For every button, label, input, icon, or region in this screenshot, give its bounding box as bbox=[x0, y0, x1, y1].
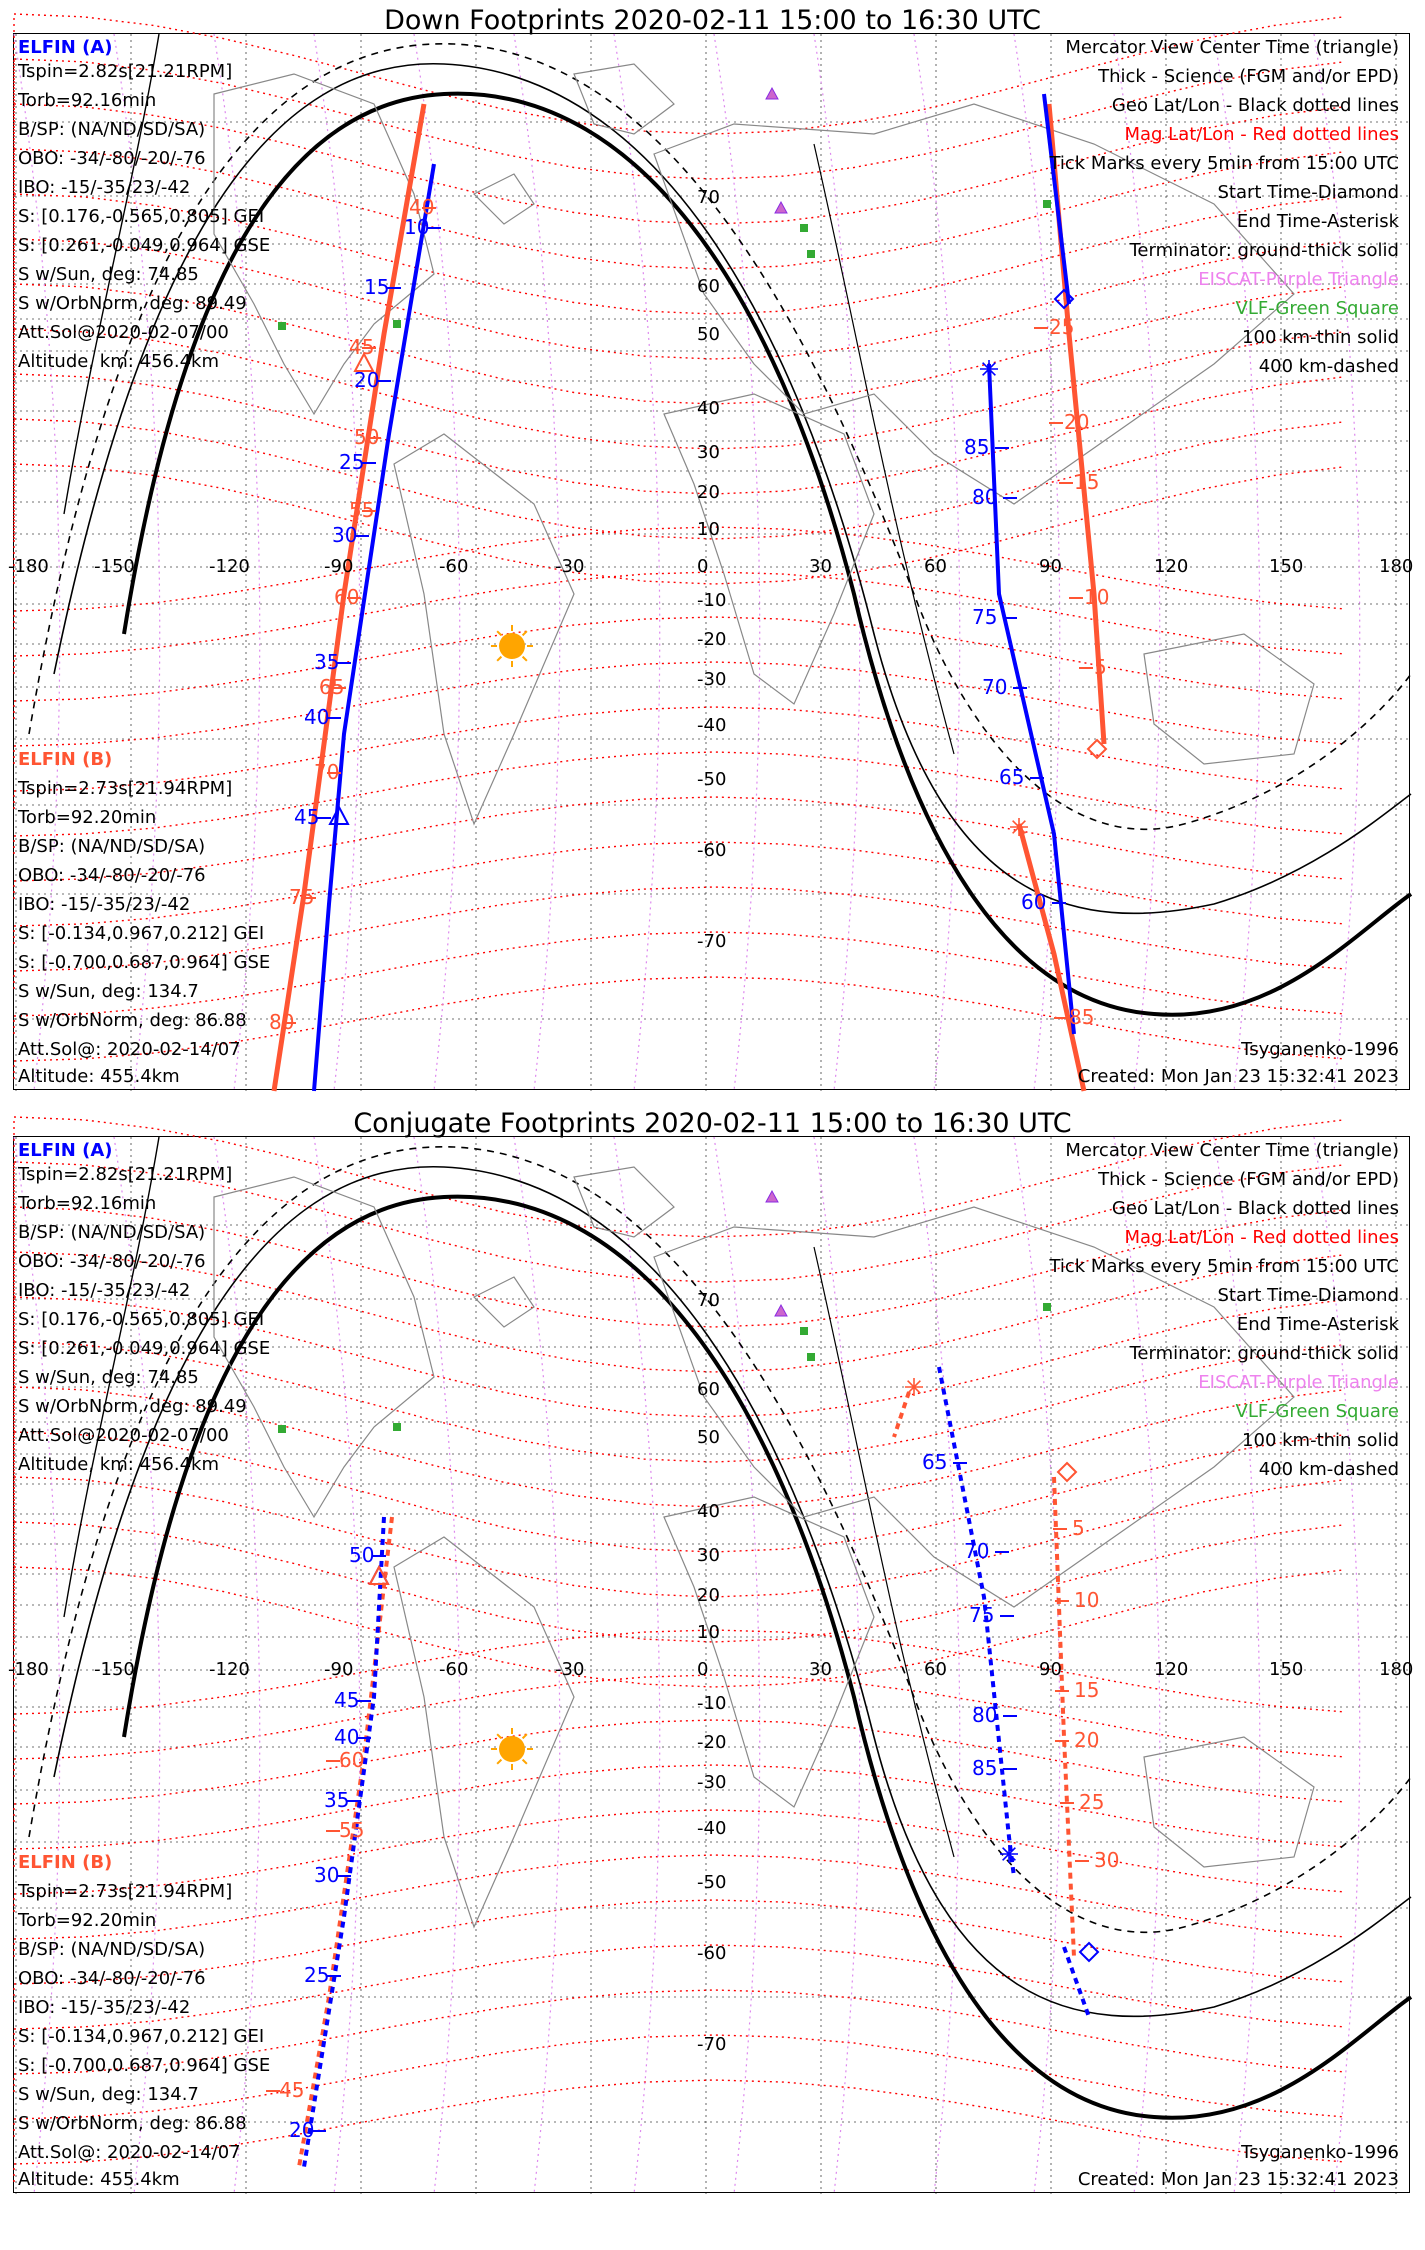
mag-lat-line bbox=[14, 1720, 1344, 1822]
elfin-b-line: S: [-0.700,0.687,0.964] GSE bbox=[18, 2055, 271, 2076]
lat-label: -50 bbox=[697, 1872, 727, 1893]
elfin-b-line: S w/OrbNorm, deg: 86.88 bbox=[18, 2113, 247, 2134]
elfin-a-tick-label: 35 bbox=[324, 1788, 350, 1812]
lon-label: -90 bbox=[324, 556, 354, 577]
lon-label: 90 bbox=[1039, 1659, 1062, 1680]
elfin-b-tick-label: 15 bbox=[1074, 470, 1100, 494]
elfin-a-tick-label: 35 bbox=[314, 650, 340, 674]
lat-label: -70 bbox=[697, 2034, 727, 2055]
lon-label: 120 bbox=[1154, 556, 1189, 577]
vlf-square-icon bbox=[807, 250, 815, 258]
legend-item: Start Time-Diamond bbox=[1217, 182, 1399, 203]
legend-item: Geo Lat/Lon - Black dotted lines bbox=[1111, 95, 1399, 116]
mag-lat-line bbox=[14, 1900, 1344, 2002]
elfin-a-line: Tspin=2.82s[21.21RPM] bbox=[18, 1164, 233, 1185]
elfin-b-line: Torb=92.20min bbox=[18, 807, 157, 828]
continent-outline bbox=[1144, 634, 1314, 764]
lon-label: 60 bbox=[924, 556, 947, 577]
continent-outline bbox=[1144, 1737, 1314, 1867]
elfin-a-tick-label: 40 bbox=[334, 1725, 360, 1749]
mag-lon-line bbox=[614, 34, 660, 1091]
lon-label: 150 bbox=[1269, 1659, 1304, 1680]
lon-label: 30 bbox=[809, 556, 832, 577]
lon-label: -180 bbox=[8, 1659, 49, 1680]
lon-label: 60 bbox=[924, 1659, 947, 1680]
lat-label: 10 bbox=[697, 1622, 720, 1643]
elfin-a-tick-label: 80 bbox=[972, 1703, 998, 1727]
elfin-b-line: IBO: -15/-35/23/-42 bbox=[18, 894, 191, 915]
lat-label: 40 bbox=[697, 398, 720, 419]
lon-label: -150 bbox=[94, 1659, 135, 1680]
elfin-a-tick-label: 25 bbox=[304, 1963, 330, 1987]
legend-item: VLF-Green Square bbox=[1235, 1401, 1399, 1422]
elfin-b-line: Torb=92.20min bbox=[18, 1910, 157, 1931]
vlf-square-icon bbox=[393, 1423, 401, 1431]
mag-lon-line bbox=[1114, 1137, 1160, 2194]
elfin-a-line: S: [0.176,-0.565,0.805] GEI bbox=[18, 206, 265, 227]
panel-title: Conjugate Footprints 2020-02-11 15:00 to 16:30 UTC bbox=[353, 1108, 1072, 1139]
sun-icon bbox=[491, 1728, 533, 1770]
elfin-a-line: Torb=92.16min bbox=[18, 1193, 157, 1214]
elfin-a-line: IBO: -15/-35/23/-42 bbox=[18, 1280, 191, 1301]
mag-lat-line bbox=[14, 527, 1344, 629]
elfin-a-line: S w/Sun, deg: 74.85 bbox=[18, 264, 199, 285]
lat-label: 30 bbox=[697, 442, 720, 463]
eiscat-triangle-icon bbox=[766, 1191, 778, 1202]
elfin-a-label: ELFIN (A) bbox=[18, 1140, 113, 1161]
lon-label: 90 bbox=[1039, 556, 1062, 577]
elfin-a-tick-label: 80 bbox=[972, 485, 998, 509]
vlf-square-icon bbox=[278, 1425, 286, 1433]
elfin-b-line: S w/Sun, deg: 134.7 bbox=[18, 981, 199, 1002]
elfin-b-line: Att.Sol@: 2020-02-14/07 bbox=[18, 1039, 241, 1060]
elfin-a-tick-label: 45 bbox=[334, 1688, 360, 1712]
elfin-b-line: Altitude: 455.4km bbox=[18, 2169, 180, 2190]
legend-item: Mag Lat/Lon - Red dotted lines bbox=[1124, 124, 1399, 145]
lon-label: 0 bbox=[697, 556, 709, 577]
elfin-a-line: S: [0.261,-0.049,0.964] GSE bbox=[18, 235, 271, 256]
elfin-a-line: Att.Sol@2020-02-07/00 bbox=[18, 1425, 229, 1446]
sun-icon bbox=[491, 625, 533, 667]
mag-lat-line bbox=[14, 797, 1344, 899]
lon-label: 0 bbox=[697, 1659, 709, 1680]
elfin-b-tick-label: 45 bbox=[349, 335, 375, 359]
elfin-b-tick-label: 50 bbox=[354, 425, 380, 449]
mag-lon-line bbox=[1114, 34, 1160, 1091]
elfin-b-label: ELFIN (B) bbox=[18, 1852, 113, 1873]
elfin-a-tick-label: 30 bbox=[314, 1863, 340, 1887]
continent-outline bbox=[574, 1167, 674, 1237]
lon-label: 180 bbox=[1379, 1659, 1414, 1680]
lat-label: -20 bbox=[697, 1732, 727, 1753]
elfin-a-track bbox=[314, 164, 434, 1091]
vlf-square-icon bbox=[800, 1327, 808, 1335]
mag-lat-line bbox=[14, 1432, 1344, 1552]
elfin-a-tick-label: 85 bbox=[964, 435, 990, 459]
elfin-a-line: Altitude, km: 456.4km bbox=[18, 351, 220, 372]
elfin-b-tick-label: 70 bbox=[314, 760, 340, 784]
elfin-b-line: Att.Sol@: 2020-02-14/07 bbox=[18, 2142, 241, 2163]
lat-label: 60 bbox=[697, 1379, 720, 1400]
eiscat-triangle-icon bbox=[775, 202, 787, 213]
elfin-b-tick-label: 85 bbox=[1069, 1005, 1095, 1029]
legend-item: 100 km-thin solid bbox=[1242, 1430, 1399, 1451]
elfin-b-line: Tspin=2.73s[21.94RPM] bbox=[18, 778, 233, 799]
elfin-a-line: S w/Sun, deg: 74.85 bbox=[18, 1367, 199, 1388]
legend-item: End Time-Asterisk bbox=[1236, 1314, 1399, 1335]
elfin-b-line: S w/OrbNorm, deg: 86.88 bbox=[18, 1010, 247, 1031]
created-label: Created: Mon Jan 23 15:32:41 2023 bbox=[1077, 1066, 1399, 1087]
legend-item: Terminator: ground-thick solid bbox=[1129, 240, 1399, 261]
elfin-b-tick-label: 15 bbox=[1074, 1678, 1100, 1702]
legend-item: Start Time-Diamond bbox=[1217, 1285, 1399, 1306]
elfin-b-tick-label: 75 bbox=[289, 885, 315, 909]
continent-outline bbox=[474, 1277, 534, 1327]
elfin-b-tick-label: 5 bbox=[1094, 655, 1107, 679]
continent-outline bbox=[394, 434, 574, 824]
elfin-a-line: S w/OrbNorm, deg: 89.49 bbox=[18, 1396, 247, 1417]
lat-label: -60 bbox=[697, 1943, 727, 1964]
lon-label: -90 bbox=[324, 1659, 354, 1680]
lat-label: -10 bbox=[697, 590, 727, 611]
elfin-a-tick-label: 75 bbox=[969, 1603, 995, 1627]
elfin-b-line: S: [-0.134,0.967,0.212] GEI bbox=[18, 2026, 265, 2047]
eiscat-triangle-icon bbox=[766, 88, 778, 99]
elfin-a-tick-label: 50 bbox=[349, 1543, 375, 1567]
mag-lon-line bbox=[614, 1137, 660, 2194]
legend-item: EISCAT-Purple Triangle bbox=[1198, 1372, 1399, 1393]
elfin-b-line: B/SP: (NA/ND/SD/SA) bbox=[18, 836, 206, 857]
mag-lat-line bbox=[14, 1630, 1344, 1732]
elfin-a-line: B/SP: (NA/ND/SD/SA) bbox=[18, 119, 206, 140]
elfin-a-tick-label: 10 bbox=[404, 215, 430, 239]
elfin-a-track bbox=[1044, 94, 1069, 304]
lat-label: -50 bbox=[697, 769, 727, 790]
elfin-a-tick-label: 15 bbox=[364, 275, 390, 299]
elfin-b-tick-label: 45 bbox=[279, 2078, 305, 2102]
legend-item: Thick - Science (FGM and/or EPD) bbox=[1098, 66, 1399, 87]
elfin-b-tick-label: 65 bbox=[319, 675, 345, 699]
start-diamond-icon bbox=[1058, 1463, 1076, 1481]
elfin-a-line: S w/OrbNorm, deg: 89.49 bbox=[18, 293, 247, 314]
lon-label: 150 bbox=[1269, 556, 1304, 577]
elfin-a-line: Tspin=2.82s[21.21RPM] bbox=[18, 61, 233, 82]
elfin-b-tick-label: 60 bbox=[334, 585, 360, 609]
legend-item: Thick - Science (FGM and/or EPD) bbox=[1098, 1169, 1399, 1190]
elfin-b-line: IBO: -15/-35/23/-42 bbox=[18, 1997, 191, 2018]
vlf-square-icon bbox=[807, 1353, 815, 1361]
lon-label: 180 bbox=[1379, 556, 1414, 577]
elfin-b-line: Tspin=2.73s[21.94RPM] bbox=[18, 1881, 233, 1902]
elfin-a-tick-label: 20 bbox=[354, 368, 380, 392]
mag-lat-line bbox=[14, 749, 1344, 857]
lat-label: -40 bbox=[697, 715, 727, 736]
elfin-a-tick-label: 25 bbox=[339, 450, 365, 474]
legend-item: Mercator View Center Time (triangle) bbox=[1065, 1140, 1399, 1161]
lat-label: -60 bbox=[697, 840, 727, 861]
sun-ray bbox=[523, 657, 527, 661]
lon-label: -60 bbox=[439, 556, 469, 577]
lon-label: -120 bbox=[209, 556, 250, 577]
lat-label: 60 bbox=[697, 276, 720, 297]
legend-item: Tick Marks every 5min from 15:00 UTC bbox=[1049, 153, 1399, 174]
elfin-a-line: S: [0.176,-0.565,0.805] GEI bbox=[18, 1309, 265, 1330]
legend-item: Mercator View Center Time (triangle) bbox=[1065, 37, 1399, 58]
lat-label: -70 bbox=[697, 931, 727, 952]
lon-label: -120 bbox=[209, 1659, 250, 1680]
panel-title: Down Footprints 2020-02-11 15:00 to 16:30 UTC bbox=[384, 5, 1041, 36]
legend-item: VLF-Green Square bbox=[1235, 298, 1399, 319]
elfin-b-tick-label: 10 bbox=[1084, 585, 1110, 609]
elfin-b-line: S: [-0.700,0.687,0.964] GSE bbox=[18, 952, 271, 973]
elfin-b-line: B/SP: (NA/ND/SD/SA) bbox=[18, 1939, 206, 1960]
lon-label: -60 bbox=[439, 1659, 469, 1680]
elfin-a-tick-label: 60 bbox=[1021, 890, 1047, 914]
lat-label: 40 bbox=[697, 1501, 720, 1522]
vlf-square-icon bbox=[1043, 200, 1051, 208]
lon-label: -180 bbox=[8, 556, 49, 577]
mag-lat-line bbox=[14, 374, 1344, 494]
sun-ray bbox=[497, 657, 501, 661]
mag-lat-line bbox=[14, 662, 1344, 764]
elfin-a-tick-label: 65 bbox=[922, 1450, 948, 1474]
lat-label: 50 bbox=[697, 324, 720, 345]
terminator-ground bbox=[124, 94, 1414, 1015]
legend-item: End Time-Asterisk bbox=[1236, 211, 1399, 232]
elfin-a-line: IBO: -15/-35/23/-42 bbox=[18, 177, 191, 198]
elfin-b-tick-label: 60 bbox=[339, 1748, 365, 1772]
sun-ray bbox=[497, 1760, 501, 1764]
mag-lat-line bbox=[14, 1477, 1344, 1597]
elfin-b-tick-label: 10 bbox=[1074, 1588, 1100, 1612]
elfin-b-line: S w/Sun, deg: 134.7 bbox=[18, 2084, 199, 2105]
elfin-a-tick-label: 70 bbox=[964, 1539, 990, 1563]
elfin-b-line: S: [-0.134,0.967,0.212] GEI bbox=[18, 923, 265, 944]
elfin-b-label: ELFIN (B) bbox=[18, 749, 113, 770]
lon-label: -30 bbox=[555, 556, 585, 577]
sun-icon bbox=[499, 633, 525, 659]
elfin-b-tick-label: 55 bbox=[349, 498, 375, 522]
elfin-a-line: Att.Sol@2020-02-07/00 bbox=[18, 322, 229, 343]
elfin-b-track bbox=[894, 1392, 909, 1437]
elfin-a-tick-label: 40 bbox=[304, 705, 330, 729]
model-label: Tsyganenko-1996 bbox=[1241, 1039, 1399, 1060]
mag-lat-line bbox=[14, 419, 1344, 539]
legend-item: EISCAT-Purple Triangle bbox=[1198, 269, 1399, 290]
lon-label: 30 bbox=[809, 1659, 832, 1680]
elfin-b-line: Altitude: 455.4km bbox=[18, 1066, 180, 1087]
legend-item: 400 km-dashed bbox=[1258, 356, 1399, 377]
lat-label: -20 bbox=[697, 629, 727, 650]
elfin-b-tick-label: 40 bbox=[409, 195, 435, 219]
sun-ray bbox=[497, 631, 501, 635]
continent-outline bbox=[394, 1537, 574, 1927]
elfin-a-tick-label: 70 bbox=[982, 675, 1008, 699]
elfin-a-tick-label: 30 bbox=[332, 523, 358, 547]
map-panel-down bbox=[8, 33, 1414, 1090]
terminator-100km bbox=[814, 1247, 954, 1857]
vlf-square-icon bbox=[800, 224, 808, 232]
elfin-a-line: OBO: -34/-80/-20/-76 bbox=[18, 148, 206, 169]
elfin-a-line: Torb=92.16min bbox=[18, 90, 157, 111]
model-label: Tsyganenko-1996 bbox=[1241, 2142, 1399, 2163]
mag-lat-line bbox=[14, 1852, 1344, 1960]
elfin-a-label: ELFIN (A) bbox=[18, 37, 113, 58]
lat-label: 70 bbox=[697, 1290, 720, 1311]
lat-label: 20 bbox=[697, 1585, 720, 1606]
mag-lat-line bbox=[14, 1522, 1344, 1642]
eiscat-triangle-icon bbox=[775, 1305, 787, 1316]
mag-lat-line bbox=[14, 617, 1344, 719]
elfin-b-tick-label: 80 bbox=[269, 1010, 295, 1034]
legend-item: 100 km-thin solid bbox=[1242, 327, 1399, 348]
mag-lat-line bbox=[14, 1765, 1344, 1867]
elfin-b-line: OBO: -34/-80/-20/-76 bbox=[18, 865, 206, 886]
lon-label: -30 bbox=[555, 1659, 585, 1680]
start-diamond-icon bbox=[1080, 1943, 1098, 1961]
elfin-a-line: Altitude, km: 456.4km bbox=[18, 1454, 220, 1475]
elfin-a-line: OBO: -34/-80/-20/-76 bbox=[18, 1251, 206, 1272]
sun-ray bbox=[497, 1734, 501, 1738]
lat-label: -30 bbox=[697, 1772, 727, 1793]
elfin-b-line: OBO: -34/-80/-20/-76 bbox=[18, 1968, 206, 1989]
elfin-b-tick-label: 5 bbox=[1072, 1516, 1085, 1540]
lat-label: -10 bbox=[697, 1693, 727, 1714]
vlf-square-icon bbox=[393, 320, 401, 328]
legend-item: Terminator: ground-thick solid bbox=[1129, 1343, 1399, 1364]
lat-label: 20 bbox=[697, 482, 720, 503]
elfin-a-tick-label: 75 bbox=[972, 605, 998, 629]
created-label: Created: Mon Jan 23 15:32:41 2023 bbox=[1077, 2169, 1399, 2190]
lat-label: 50 bbox=[697, 1427, 720, 1448]
elfin-a-tick-label: 20 bbox=[289, 2118, 315, 2142]
elfin-b-tick-label: 20 bbox=[1074, 1728, 1100, 1752]
sun-ray bbox=[523, 1760, 527, 1764]
sun-icon bbox=[499, 1736, 525, 1762]
mag-lat-line bbox=[14, 329, 1344, 449]
legend-item: Geo Lat/Lon - Black dotted lines bbox=[1111, 1198, 1399, 1219]
vlf-square-icon bbox=[1043, 1303, 1051, 1311]
terminator-100km bbox=[814, 144, 954, 754]
elfin-b-tick-label: 55 bbox=[339, 1818, 365, 1842]
lon-label: -150 bbox=[94, 556, 135, 577]
elfin-b-tick-label: 30 bbox=[1094, 1848, 1120, 1872]
legend-item: 400 km-dashed bbox=[1258, 1459, 1399, 1480]
elfin-a-tick-label: 45 bbox=[294, 805, 320, 829]
lat-label: 70 bbox=[697, 187, 720, 208]
legend-item: Mag Lat/Lon - Red dotted lines bbox=[1124, 1227, 1399, 1248]
lat-label: 10 bbox=[697, 519, 720, 540]
elfin-a-line: B/SP: (NA/ND/SD/SA) bbox=[18, 1222, 206, 1243]
elfin-b-tick-label: 25 bbox=[1079, 1790, 1105, 1814]
lat-label: 30 bbox=[697, 1545, 720, 1566]
vlf-square-icon bbox=[278, 322, 286, 330]
lon-label: 120 bbox=[1154, 1659, 1189, 1680]
elfin-b-tick-label: 25 bbox=[1049, 315, 1075, 339]
legend-item: Tick Marks every 5min from 15:00 UTC bbox=[1049, 1256, 1399, 1277]
elfin-a-tick-label: 85 bbox=[972, 1756, 998, 1780]
continent-outline bbox=[574, 64, 674, 134]
elfin-a-line: S: [0.261,-0.049,0.964] GSE bbox=[18, 1338, 271, 1359]
elfin-b-tick-label: 20 bbox=[1064, 410, 1090, 434]
map-panel-conjugate bbox=[8, 1136, 1414, 2193]
lat-label: -40 bbox=[697, 1818, 727, 1839]
continent-outline bbox=[474, 174, 534, 224]
lat-label: -30 bbox=[697, 669, 727, 690]
elfin-a-tick-label: 65 bbox=[999, 765, 1025, 789]
